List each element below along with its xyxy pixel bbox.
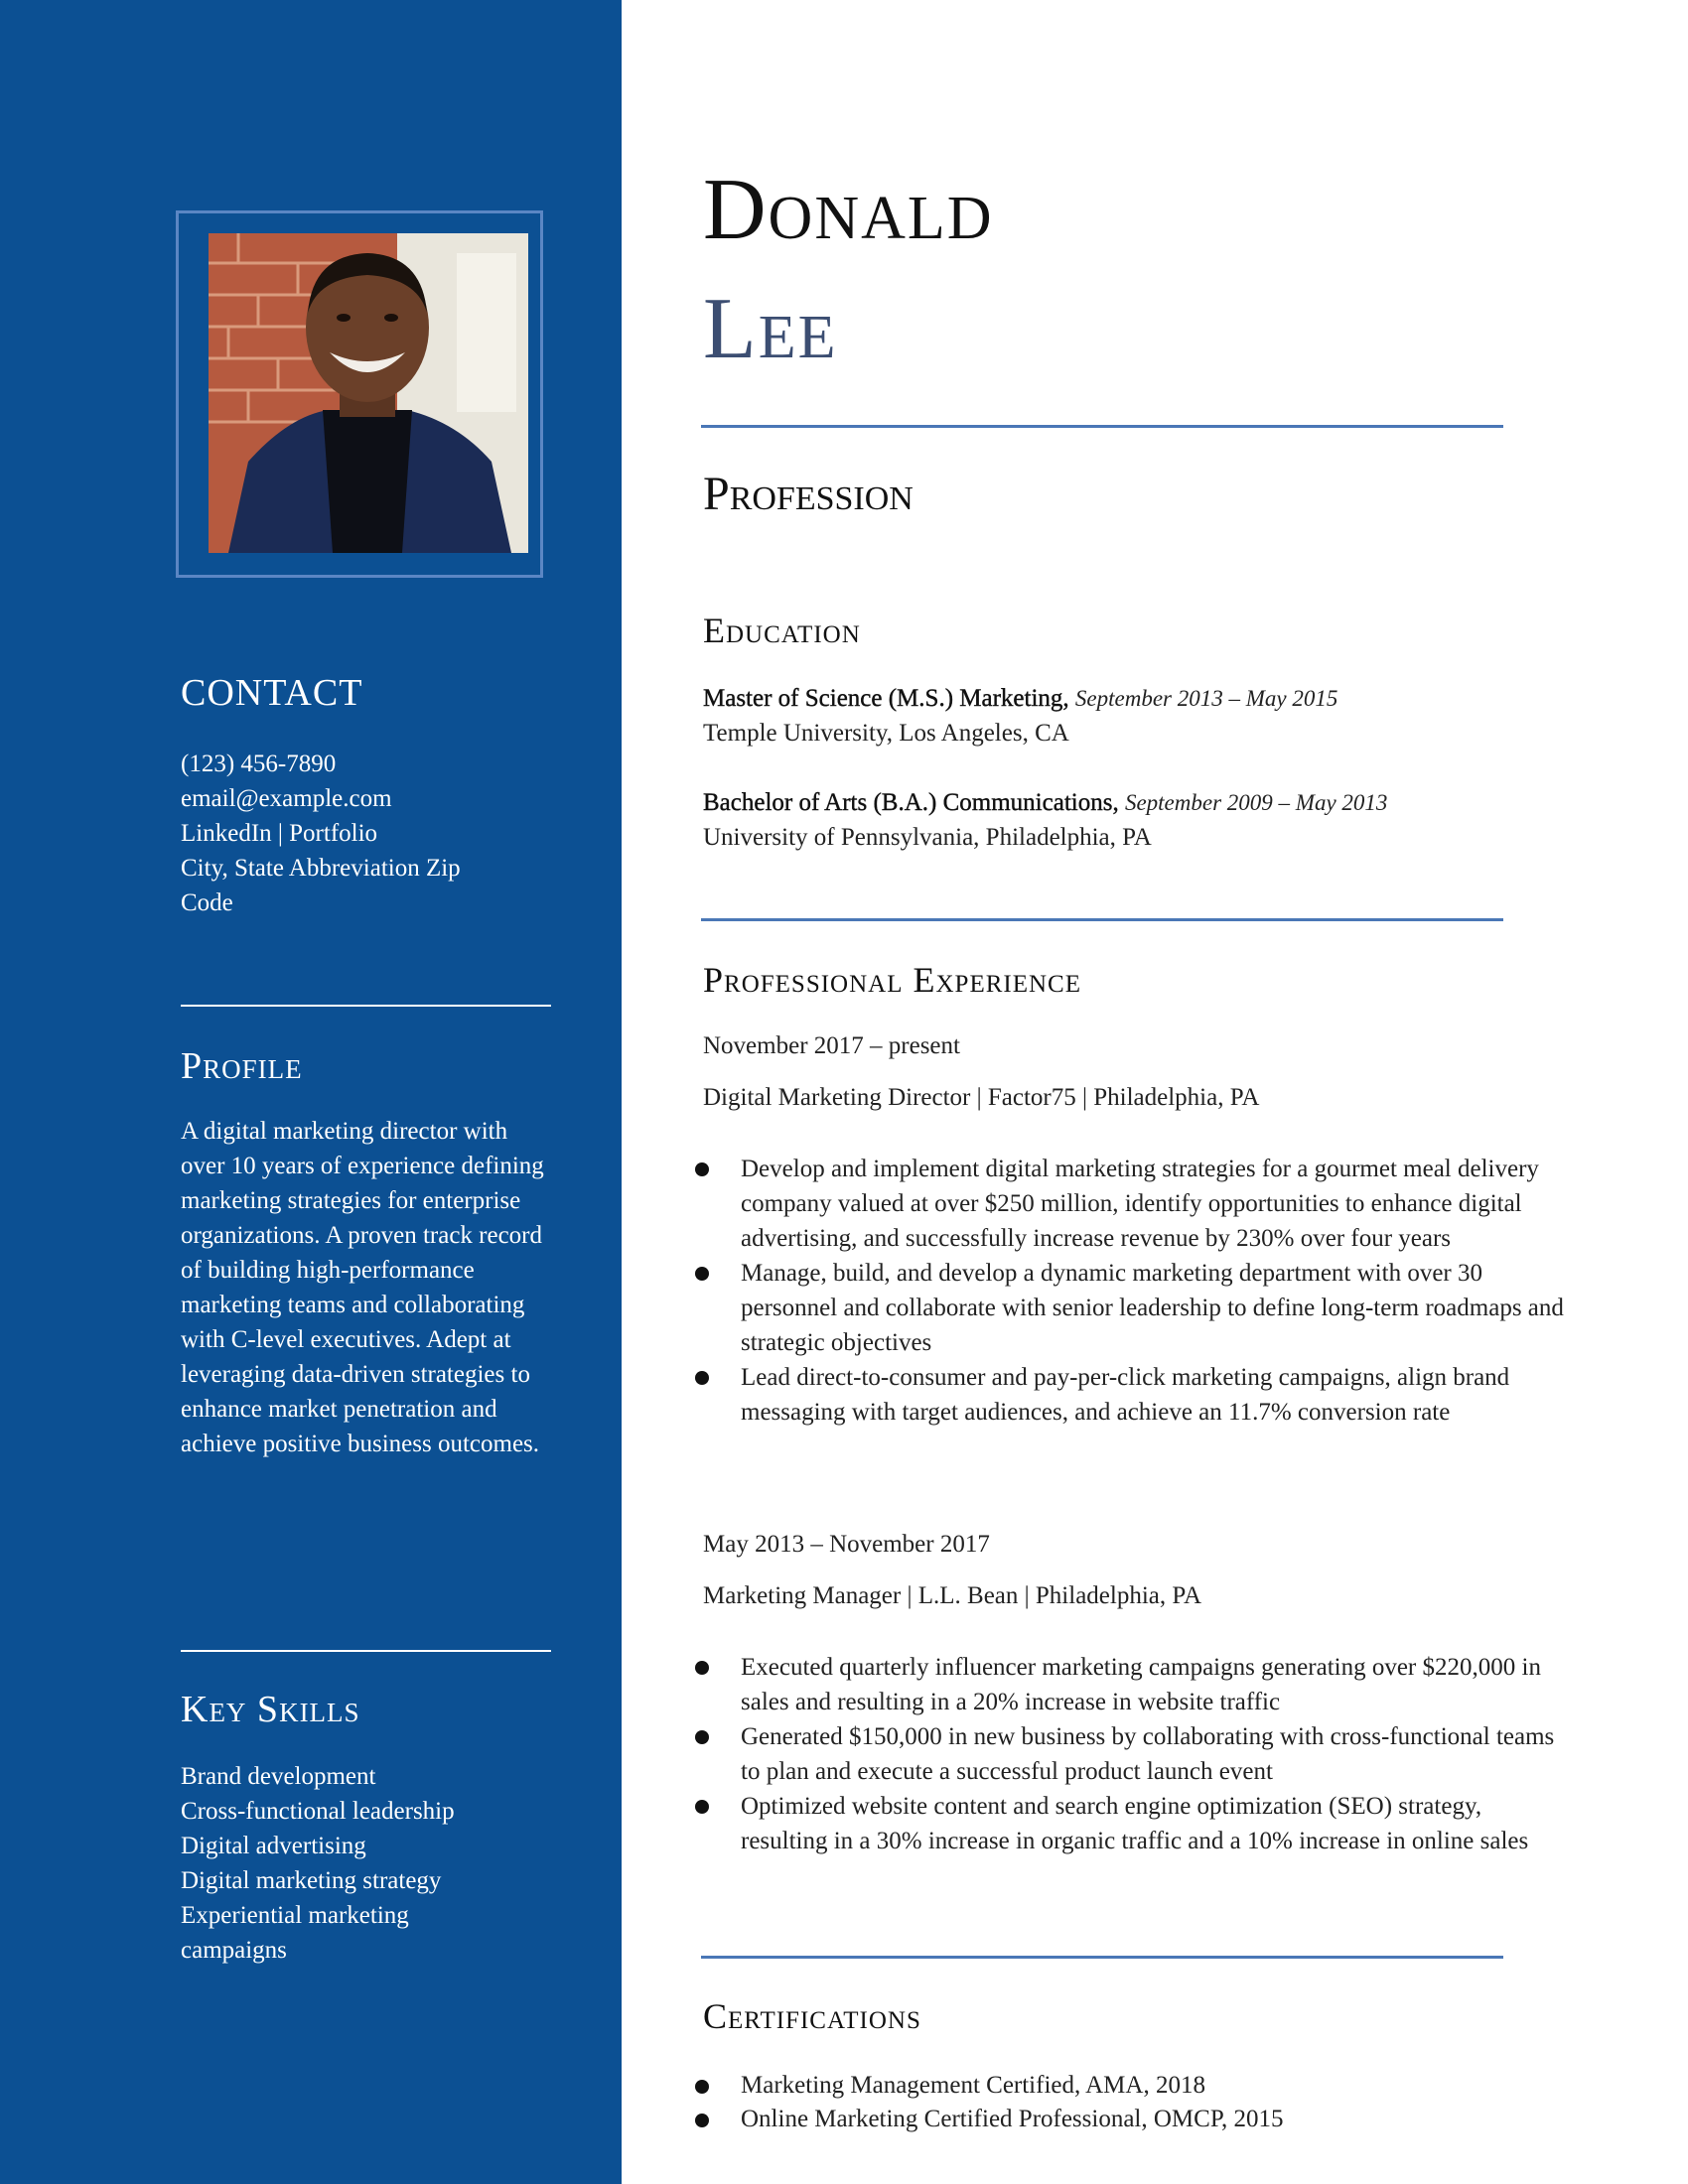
skill-item: Experiential marketing (181, 1902, 409, 1929)
profile-heading: Profile (181, 1045, 303, 1087)
job-title: Digital Marketing Director | Factor75 | Philadelphia, PA (703, 1084, 1260, 1111)
list-item: Optimized website content and search engine optimization (SEO) strategy, resulting in a 30% increase in organic traffic and a 10% increase in online sales (695, 1789, 1569, 1858)
degree-dates: September 2009 – May 2013 (1124, 790, 1388, 815)
contact-address: City, State Abbreviation Zip (181, 855, 461, 882)
section-divider (701, 918, 1503, 921)
sidebar (0, 0, 622, 2184)
list-item: Manage, build, and develop a dynamic marketing department with over 30 personnel and collaborate with senior leadership to define long-term roadmaps and strategic objectives (695, 1256, 1569, 1360)
photo-frame (176, 210, 543, 578)
skill-item: campaigns (181, 1937, 287, 1964)
contact-email[interactable]: email@example.com (181, 785, 392, 812)
skill-item: Digital marketing strategy (181, 1867, 442, 1894)
section-divider (701, 1956, 1503, 1959)
certifications-list (695, 2069, 1569, 2136)
certifications-heading: Certifications (703, 1996, 921, 2036)
job-dates: November 2017 – present (703, 1032, 960, 1059)
contact-links[interactable]: LinkedIn | Portfolio (181, 820, 378, 847)
list-item: Online Marketing Certified Professional, OMCP, 2015 (695, 2103, 1569, 2136)
degree: Bachelor of Arts (B.A.) Communications, (703, 789, 1119, 816)
school: University of Pennsylvania, Philadelphia, PA (703, 824, 1152, 851)
skill-item: Brand development (181, 1763, 376, 1790)
skill-item: Cross-functional leadership (181, 1798, 455, 1825)
list-item: Develop and implement digital marketing strategies for a gourmet meal delivery company valued at over $250 million, identify opportunities to enhance digital advertising, and successfully increase revenue by 230% over four years (695, 1152, 1569, 1256)
school: Temple University, Los Angeles, CA (703, 720, 1069, 747)
profession-title: Profession (703, 468, 914, 520)
education-entry (703, 681, 1337, 751)
contact-phone[interactable]: (123) 456-7890 (181, 751, 337, 777)
skill-item: Digital advertising (181, 1833, 366, 1859)
skills-list (181, 1759, 558, 1968)
first-name: Donald (703, 162, 994, 258)
job-bullets (695, 1650, 1569, 1858)
last-name: Lee (703, 281, 838, 377)
education-heading: Education (703, 611, 861, 650)
sidebar-divider (181, 1005, 551, 1007)
profile-text (181, 1114, 553, 1461)
degree: Master of Science (M.S.) Marketing, (703, 685, 1069, 712)
degree-dates: September 2013 – May 2015 (1074, 686, 1338, 711)
section-divider (701, 425, 1503, 428)
list-item: Generated $150,000 in new business by collaborating with cross-functional teams to plan and execute a successful product launch event (695, 1719, 1569, 1789)
sidebar-divider (181, 1650, 551, 1652)
education-entry (703, 785, 1387, 855)
experience-heading: Professional Experience (703, 960, 1081, 1000)
job-dates: May 2013 – November 2017 (703, 1531, 990, 1558)
skills-heading: Key Skills (181, 1689, 360, 1730)
contact-heading: CONTACT (181, 672, 363, 714)
profile-photo (209, 233, 528, 553)
profile-paragraph: A digital marketing director with over 10 years of experience defining marketing strategies for enterprise organizations. A proven track record of building high-performance marketing teams and collaborating with C-level executives. Adept at leveraging data-driven strategies to enhance market penetration and achieve positive business outcomes. (181, 1118, 544, 1457)
contact-details (181, 747, 558, 920)
list-item: Lead direct-to-consumer and pay-per-click marketing campaigns, align brand messaging with target audiences, and achieve an 11.7% conversion rate (695, 1360, 1569, 1430)
list-item: Marketing Management Certified, AMA, 2018 (695, 2069, 1569, 2103)
list-item: Executed quarterly influencer marketing campaigns generating over $220,000 in sales and resulting in a 20% increase in website traffic (695, 1650, 1569, 1719)
job-bullets (695, 1152, 1569, 1430)
job-title: Marketing Manager | L.L. Bean | Philadelphia, PA (703, 1582, 1202, 1609)
contact-address-cont: Code (181, 889, 233, 916)
